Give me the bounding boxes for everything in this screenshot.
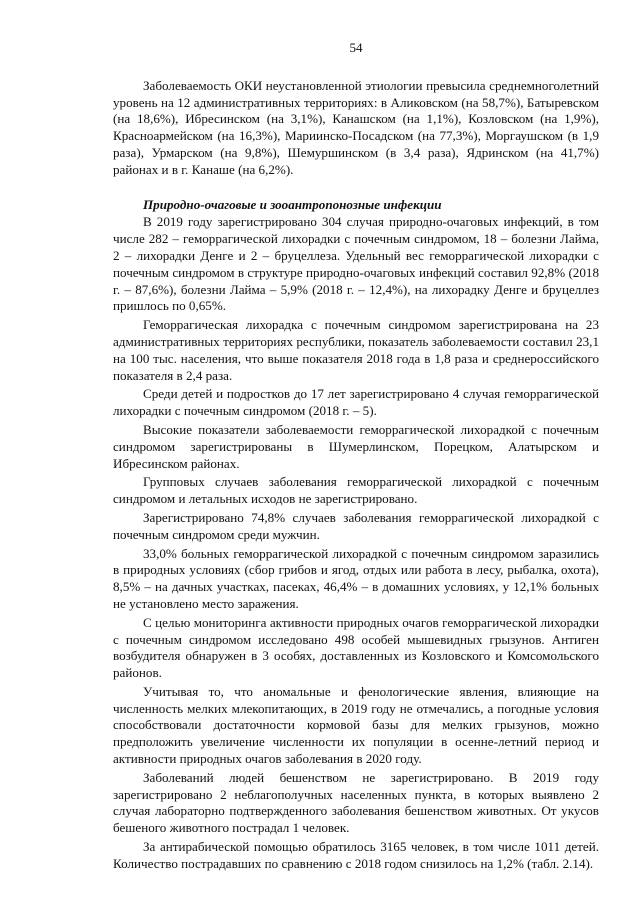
paragraph-4: Высокие показатели заболеваемости геморрагической лихорадкой с почечным синдромом зарегистрированы в Шумерлинском, Порецком, Алатырском и Ибресинском районах. — [113, 421, 599, 471]
paragraph-6: Зарегистрировано 74,8% случаев заболевания геморрагической лихорадкой с почечным синдромом среди мужчин. — [113, 509, 599, 542]
paragraph-3: Среди детей и подростков до 17 лет зарегистрировано 4 случая геморрагической лихорадки с почечным синдромом (2018 г. – 5). — [113, 386, 599, 419]
section-heading: Природно-очаговые и зооантропонозные инфекции — [143, 196, 442, 212]
paragraph-10: Заболеваний людей бешенством не зарегистрировано. В 2019 году зарегистрировано 2 неблагополучных населенных пункта, в которых выявлено 2 случая лабораторно подтвержденного заболевания бешенством животных. От укусов бешеного животного пострадал 1 человек. — [113, 769, 599, 836]
paragraph-8: С целью мониторинга активности природных очагов геморрагической лихорадки с почечным синдромом исследовано 498 особей мышевидных грызунов. Антиген возбудителя обнаружен в 3 особях, доставленных из Козловского и Комсомольского районов. — [113, 614, 599, 681]
paragraph-7: 33,0% больных геморрагической лихорадкой с почечным синдромом заразились в природных условиях (сбор грибов и ягод, отдых или работа в лесу, рыбалка, охота), 8,5% – на дачных участках, пасеках, 46,4% – в домашних условиях, у 12,1% больных не установлено место заражения. — [113, 545, 599, 611]
paragraph-5: Групповых случаев заболевания геморрагической лихорадкой с почечным синдромом и летальных исходов не зарегистрировано. — [113, 474, 599, 507]
document-page — [113, 40, 599, 875]
paragraph-2: Геморрагическая лихорадка с почечным синдромом зарегистрирована на 23 административных территориях республики, показатель заболеваемости составил 23,1 на 100 тыс. населения, что выше показателя 2018 года в 1,8 раза и среднероссийского показателя в 2,4 раза. — [113, 317, 599, 383]
paragraph-9: Учитывая то, что аномальные и фенологические явления, влияющие на численность мелких млекопитающих, в 2019 году не отмечались, а погодные условия способствовали достаточности кормовой базы для мелких грызунов, можно предположить увеличение численности их популяции в осенне-летний период и активности природных очагов заболевания в 2020 году. — [113, 683, 599, 767]
paragraph-11: За антирабической помощью обратилось 3165 человек, в том числе 1011 детей. Количество пострадавших по сравнению с 2018 годом снизилось на 1,2% (табл. 2.14). — [113, 839, 599, 871]
page-number: 54 — [349, 40, 363, 55]
paragraph-1: В 2019 году зарегистрировано 304 случая природно-очаговых инфекций, в том числе 282 – геморрагической лихорадки с почечным синдромом, 18 – болезни Лайма, 2 – лихорадки Денге и 2 – бруцеллеза. Удельный вес геморрагической лихорадки с почечным синдромом в структуре природно-очаговых инфекций составил 92,8% (2018 г. – 87,6%), болезни Лайма – 5,9% (2018 г. – 12,4%), на лихорадку Денге и бруцеллез пришлось по 0,65%. — [113, 214, 599, 314]
intro-paragraph: Заболеваемость ОКИ неустановленной этиологии превысила среднемноголетний уровень на 12 административных территориях: в Аликовском (на 58,7%), Батыревском (на 18,6%), Ибресинском (на 3,1%), Канашском (на 1,1%), Козловском (на 1,9%), Красноармейском (на 16,3%), Мариинско-Посадском (на 77,3%), Моргаушском (в 1,9 раза), Урмарском (на 9,8%), Шемуршинском (в 3,4 раза), Ядринском (на 41,7%) районах и в г. Канаше (на 6,2%). — [113, 77, 599, 177]
